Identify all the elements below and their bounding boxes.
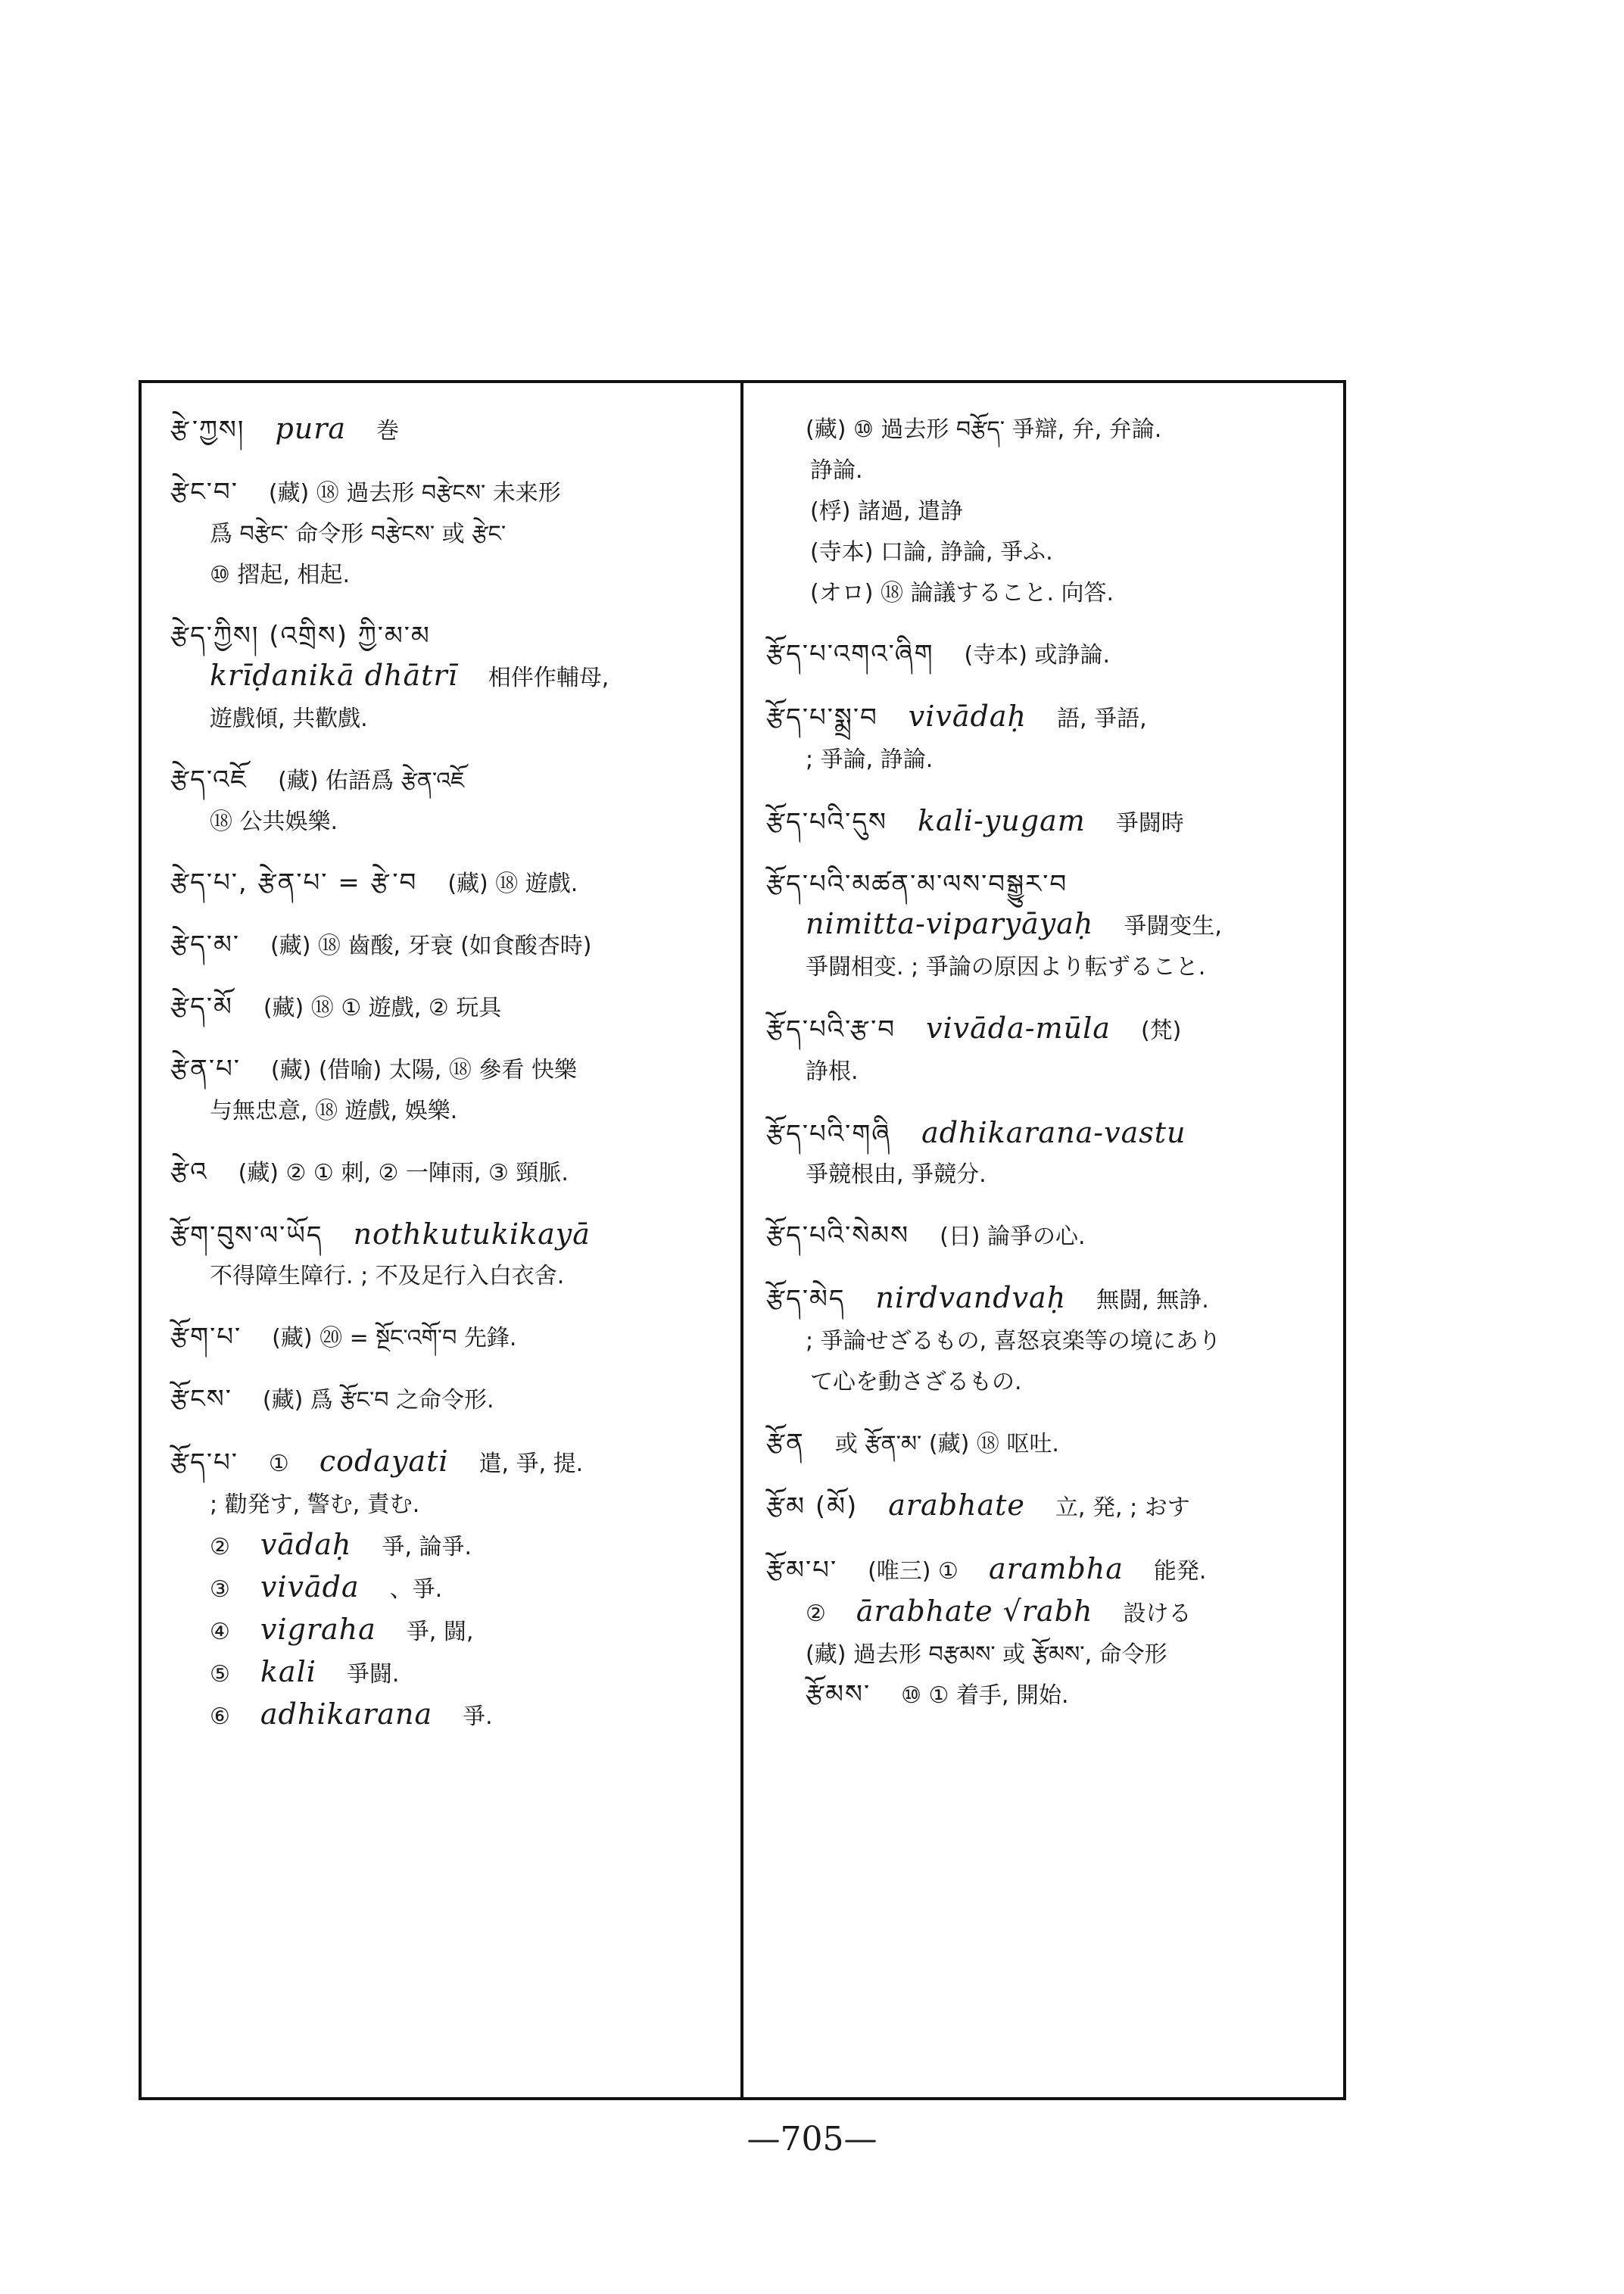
entry-line: [766, 904, 1340, 946]
gloss-marker: ③: [210, 1576, 230, 1603]
sanskrit-equivalent: arabhate: [888, 1488, 1025, 1522]
entry-headline: [766, 409, 1340, 450]
entry-line: [766, 1320, 1340, 1361]
dictionary-entry: [170, 1317, 727, 1358]
tibetan-headword: རྩོན: [766, 1428, 805, 1458]
gloss-text: 、爭.: [389, 1576, 443, 1603]
sanskrit-equivalent: vivāda-mūla: [926, 1011, 1111, 1045]
tibetan-headword: རྩེད་པ་, རྩེན་པ་ = རྩེ་བ: [170, 868, 418, 898]
entry-headline: [170, 760, 727, 801]
entry-headline: [170, 1317, 727, 1358]
right-column: [766, 409, 1340, 1737]
entry-line: [170, 656, 727, 698]
entry-headline: [170, 409, 727, 451]
gloss-text: 爭.: [463, 1703, 493, 1730]
tibetan-headword: རྩོག་བུས་ལ་ཡོད: [170, 1220, 323, 1251]
entry-headline: [170, 863, 727, 904]
entry-line: [170, 1484, 727, 1525]
dictionary-entry: [170, 925, 727, 966]
entry-headline: [170, 1152, 727, 1193]
gloss-marker: ②: [806, 1601, 826, 1627]
dictionary-entry: [170, 863, 727, 904]
gloss-text: ⑩ ① 着手, 開始.: [901, 1682, 1069, 1709]
sanskrit-equivalent: kali-yugam: [917, 804, 1086, 837]
gloss-text: 相伴作輔母,: [488, 665, 609, 691]
entry-line: [766, 1591, 1340, 1634]
page-number: —705—: [747, 2120, 877, 2158]
tibetan-headword: རྩེད་འཇོ: [170, 765, 248, 795]
sanskrit-equivalent: adhikarana-vastu: [921, 1116, 1186, 1149]
tibetan-headword: རྩོད་པ་སྨྲ་བ: [766, 703, 878, 733]
entry-headline: [766, 1278, 1340, 1320]
gloss-text: 立, 発, ; おす: [1055, 1495, 1190, 1521]
dictionary-entry: [766, 1008, 1340, 1092]
gloss-text: 爭, 闘,: [406, 1619, 474, 1645]
sanskrit-equivalent: pura: [275, 412, 347, 445]
entry-line: [170, 554, 727, 595]
gloss-text: 遊戲傾, 共歡戲.: [210, 706, 368, 732]
entry-line: [170, 1090, 727, 1131]
dictionary-entry: [170, 1379, 727, 1420]
entry-headline: [766, 1423, 1340, 1464]
entry-headline: [170, 1379, 727, 1420]
entry-line: [766, 491, 1340, 531]
tibetan-headword: རྩོངས་: [170, 1384, 232, 1414]
sanskrit-equivalent: vādaḥ: [260, 1528, 352, 1561]
dictionary-entry: [766, 697, 1340, 780]
entry-headline: [766, 634, 1340, 675]
entry-headline: [170, 616, 727, 656]
gloss-marker: ⑤: [210, 1661, 230, 1688]
entry-headline: [766, 801, 1340, 843]
entry-line: [766, 1634, 1340, 1675]
dictionary-entry: [766, 1278, 1340, 1402]
gloss-text: 爭競根由, 爭競分.: [806, 1161, 987, 1188]
dictionary-entry: [766, 1423, 1340, 1464]
entry-line: [766, 1361, 1340, 1402]
entry-headline: [766, 697, 1340, 739]
gloss-marker: ②: [210, 1534, 230, 1560]
gloss-text: (寺本) 或諍論.: [964, 642, 1110, 669]
gloss-text: (寺本) 口論, 諍論, 爭ふ.: [810, 539, 1053, 566]
sanskrit-equivalent: arambha: [988, 1552, 1124, 1585]
dictionary-entry: [170, 1214, 727, 1296]
entry-line: [170, 698, 727, 739]
entry-line: [766, 572, 1340, 613]
gloss-text: 爭闘時: [1115, 810, 1184, 837]
gloss-text: 不得障生障行. ; 不及足行入白衣舍.: [210, 1263, 565, 1289]
entry-headline: [170, 1442, 727, 1484]
sanskrit-equivalent: ārabhate √rabh: [856, 1594, 1093, 1628]
gloss-text: ⑩ 摺起, 相起.: [210, 562, 351, 588]
entry-line: [170, 1652, 727, 1694]
gloss-text: 諍根.: [806, 1058, 859, 1085]
sanskrit-equivalent: krīḍanikā dhātrī: [210, 659, 458, 692]
entry-headline: [766, 1008, 1340, 1051]
entry-headline: [170, 987, 727, 1028]
gloss-text: ⑱ 公共娛樂.: [210, 809, 338, 835]
gloss-text: ; 爭論, 諍論.: [806, 746, 934, 773]
gloss-text: 能発.: [1153, 1558, 1207, 1585]
entry-line: [766, 531, 1340, 572]
gloss-text: 設ける: [1123, 1601, 1192, 1627]
dictionary-entry: [170, 616, 727, 739]
entry-line: [766, 1154, 1340, 1195]
gloss-text: (藏) ② ① 刺, ② 一陣雨, ③ 頸脈.: [238, 1160, 569, 1186]
left-column: [170, 409, 727, 1758]
gloss-text: 爭闘变生,: [1124, 913, 1222, 940]
entry-headline: [766, 1216, 1340, 1257]
gloss-text: (藏) 過去形 བརྩམས་ 或 རྩོམས་, 命令形: [806, 1641, 1167, 1668]
entry-line: [766, 450, 1340, 491]
dictionary-entry: [766, 865, 1340, 987]
dictionary-entry: [766, 1549, 1340, 1716]
entry-line: [170, 513, 727, 554]
tibetan-headword: རྩེའ: [170, 1157, 208, 1187]
gloss-text: (オロ) ⑱ 論議すること. 向答.: [810, 580, 1114, 606]
gloss-text: (藏) 佑語爲 རྩེན་འཇོ: [278, 768, 465, 794]
entry-headline: [170, 472, 727, 513]
dictionary-entry: [170, 409, 727, 451]
dictionary-entry: [766, 1216, 1340, 1257]
dictionary-entry: [170, 760, 727, 842]
tibetan-headword: རྩེ་ཀྱས།: [170, 415, 245, 445]
entry-line: [170, 1694, 727, 1737]
gloss-marker: ⑥: [210, 1703, 230, 1730]
entry-line: [766, 1051, 1340, 1092]
gloss-text: 語, 爭語,: [1057, 706, 1147, 732]
entry-line: [170, 1610, 727, 1652]
sanskrit-equivalent: nothkutukikayā: [353, 1217, 591, 1251]
sanskrit-equivalent: vivādaḥ: [908, 700, 1027, 733]
gloss-marker: ①: [268, 1451, 289, 1477]
sanskrit-equivalent: nirdvandvaḥ: [875, 1281, 1067, 1314]
gloss-text: 或 རྩོན་མ་ (藏) ⑱ 呕吐.: [834, 1431, 1059, 1457]
entry-headline: [170, 925, 727, 966]
gloss-text: 爭闘.: [346, 1661, 400, 1688]
sanskrit-equivalent: nimitta-viparyāyaḥ: [806, 907, 1094, 940]
sanskrit-equivalent: vivāda: [260, 1570, 360, 1604]
gloss-text: (桴) 諸過, 遣諍: [810, 498, 964, 525]
tibetan-headword: རྩེད་མ་: [170, 930, 240, 960]
tibetan-headword: རྩེད་ཀྱིས། (འགྲིས) ཀྱི་མ་མ: [170, 621, 431, 651]
gloss-text: (藏) ⑱ ① 遊戲, ② 玩具: [263, 995, 502, 1021]
tibetan-headword: རྩོམས་: [806, 1679, 871, 1710]
entry-line: [766, 739, 1340, 780]
gloss-marker: (唯三) ①: [868, 1558, 959, 1585]
sanskrit-equivalent: kali: [260, 1655, 316, 1688]
entry-line: [170, 1525, 727, 1567]
gloss-text: (梵): [1140, 1018, 1182, 1044]
dictionary-entry: [170, 1442, 727, 1737]
entry-headline: [766, 1549, 1340, 1591]
entry-headline: [766, 1113, 1340, 1154]
tibetan-headword: རྩོད་པའི་གཞི: [766, 1119, 892, 1149]
tibetan-headword: རྩོད་པའི་སེམས: [766, 1220, 910, 1251]
tibetan-headword: རྩོད་པའི་རྩ་བ: [766, 1015, 896, 1045]
entry-line: [170, 1567, 727, 1610]
gloss-text: 爲 བརྩེང་ 命令形 བརྩེངས་ 或 རྩེང་: [210, 521, 507, 547]
tibetan-headword: རྩེང་བ་: [170, 477, 238, 507]
gloss-text: ; 爭論せざるもの, 喜怒哀楽等の境にあり: [806, 1328, 1221, 1354]
entry-line: [766, 1675, 1340, 1716]
tibetan-headword: རྩོད་མེད: [766, 1284, 846, 1314]
tibetan-headword: རྩེད་མོ: [170, 992, 233, 1022]
gloss-text: (藏) (借喻) 太陽, ⑱ 參看 快樂: [270, 1057, 577, 1083]
gloss-text: 無闘, 無諍.: [1096, 1287, 1209, 1314]
gloss-text: (藏) ⑩ 過去形 བརྩོད་ 爭辯, 弁, 弁論.: [806, 416, 1162, 443]
dictionary-entry: [170, 987, 727, 1028]
gloss-text: 遣, 爭, 提.: [478, 1451, 584, 1477]
dictionary-entry: [170, 472, 727, 595]
tibetan-headword: རྩོག་པ་: [170, 1322, 242, 1352]
gloss-text: 諍論.: [810, 457, 863, 484]
tibetan-headword: རྩེན་པ་: [170, 1054, 241, 1084]
tibetan-headword: རྩོམ་པ་: [766, 1555, 838, 1585]
dictionary-entry: [766, 1113, 1340, 1195]
gloss-marker: ④: [210, 1619, 230, 1645]
entry-headline: [170, 1049, 727, 1090]
gloss-text: (藏) ⑱ 過去形 བརྩེངས་ 未来形: [268, 480, 561, 506]
sanskrit-equivalent: vigraha: [260, 1613, 376, 1646]
dictionary-entry: [170, 1049, 727, 1131]
tibetan-headword: རྩོད་པ་: [170, 1448, 238, 1478]
gloss-text: 爭闘相变. ; 爭論の原因より転ずること.: [806, 954, 1206, 980]
dictionary-entry: [766, 1485, 1340, 1528]
gloss-text: ; 勸発す, 警む, 責む.: [210, 1491, 420, 1518]
tibetan-headword: རྩོད་པ་འགའ་ཞིག: [766, 639, 934, 669]
entry-line: [170, 1255, 727, 1296]
gloss-text: 与無忠意, ⑱ 遊戲, 娛樂.: [210, 1098, 458, 1124]
entry-line: [766, 946, 1340, 987]
entry-headline: [170, 1214, 727, 1255]
tibetan-headword: རྩོམ (མོ): [766, 1491, 859, 1522]
gloss-text: て心を動さざるもの.: [810, 1369, 1022, 1395]
sanskrit-equivalent: adhikarana: [260, 1697, 433, 1731]
dictionary-entry: [766, 801, 1340, 843]
entry-headline: [766, 865, 1340, 904]
entry-headline: [766, 1485, 1340, 1528]
gloss-text: (藏) ⑱ 齒酸, 牙衰 (如食酸杏時): [270, 933, 592, 959]
dictionary-entry: [766, 409, 1340, 613]
dictionary-entry: [170, 1152, 727, 1193]
gloss-text: 爭, 論爭.: [382, 1534, 472, 1560]
gloss-text: (藏) ⑳ = སྔོང་འགོ་བ 先鋒.: [272, 1325, 517, 1351]
gloss-text: (藏) 爲 རྩོང་བ 之命令形.: [262, 1387, 494, 1413]
gloss-text: 巻: [376, 418, 400, 444]
dictionary-entry: [766, 634, 1340, 675]
sanskrit-equivalent: codayati: [319, 1445, 449, 1478]
column-divider: [740, 380, 743, 2100]
entry-line: [170, 801, 727, 842]
tibetan-headword: རྩོད་པའི་མཚན་མ་ལས་བསྒྱུར་བ: [766, 869, 1068, 899]
gloss-text: (日) 論爭の心.: [940, 1223, 1086, 1250]
tibetan-headword: རྩོད་པའི་དུས: [766, 807, 887, 837]
gloss-text: (藏) ⑱ 遊戲.: [447, 871, 578, 897]
